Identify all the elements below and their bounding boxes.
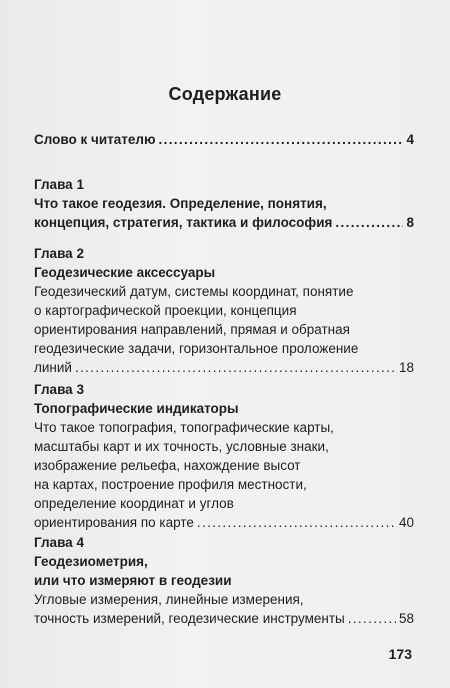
chapter-desc-line: определение координат и углов bbox=[34, 496, 234, 511]
chapter-desc-line: о картографической проекции, концепция bbox=[34, 303, 297, 318]
chapter-label: Глава 3 bbox=[34, 382, 84, 397]
chapter-title-line: Геодезиометрия, bbox=[34, 554, 148, 569]
dot-leader bbox=[335, 213, 403, 232]
page-title: Содержание bbox=[168, 84, 282, 104]
dot-leader bbox=[197, 513, 396, 532]
toc-entry-title: Слово к читателю bbox=[34, 132, 156, 147]
chapter-desc-line: масштабы карт и их точность, условные знаки, bbox=[34, 439, 329, 454]
toc-page-number: 4 bbox=[406, 132, 414, 147]
chapter-desc-line: геодезические задачи, горизонтальное проложение bbox=[34, 341, 359, 356]
toc-entry-preface[interactable] bbox=[34, 130, 414, 149]
toc-entry-chapter-3[interactable] bbox=[34, 380, 414, 532]
book-page-number: 173 bbox=[388, 646, 412, 662]
chapter-desc-line: ориентирования по карте bbox=[34, 515, 194, 530]
chapter-desc-line: линий bbox=[34, 360, 72, 375]
toc-entry-chapter-2[interactable] bbox=[34, 244, 414, 377]
dot-leader bbox=[348, 609, 396, 628]
chapter-desc-line: Геодезический датум, системы координат, понятие bbox=[34, 284, 354, 299]
chapter-desc-line: на картах, построение профиля местности, bbox=[34, 477, 307, 492]
toc-page-number: 8 bbox=[406, 215, 414, 230]
chapter-desc-line: Угловые измерения, линейные измерения, bbox=[34, 592, 304, 607]
chapter-title-line: Что такое геодезия. Определение, понятия, bbox=[34, 196, 327, 211]
toc-entry-chapter-1[interactable] bbox=[34, 175, 414, 232]
chapter-desc-line: точность измерений, геодезические инструменты bbox=[34, 611, 345, 626]
dot-leader bbox=[159, 130, 404, 149]
toc-page-number: 58 bbox=[398, 611, 414, 626]
chapter-label: Глава 2 bbox=[34, 246, 84, 261]
toc-entry-chapter-4[interactable] bbox=[34, 533, 414, 628]
dot-leader bbox=[75, 358, 396, 377]
chapter-desc-line: ориентирования направлений, прямая и обратная bbox=[34, 322, 350, 337]
chapter-desc-line: изображение рельефа, нахождение высот bbox=[34, 458, 301, 473]
toc-page-number: 40 bbox=[398, 515, 414, 530]
chapter-title-line: концепция, стратегия, тактика и философия bbox=[34, 215, 333, 230]
chapter-label: Глава 1 bbox=[34, 177, 84, 192]
chapter-title-line: Топографические индикаторы bbox=[34, 401, 239, 416]
chapter-title-line: или что измеряют в геодезии bbox=[34, 573, 232, 588]
toc-page-number: 18 bbox=[398, 360, 414, 375]
chapter-title-line: Геодезические аксессуары bbox=[34, 265, 216, 280]
chapter-desc-line: Что такое топография, топографические карты, bbox=[34, 420, 334, 435]
chapter-label: Глава 4 bbox=[34, 535, 84, 550]
